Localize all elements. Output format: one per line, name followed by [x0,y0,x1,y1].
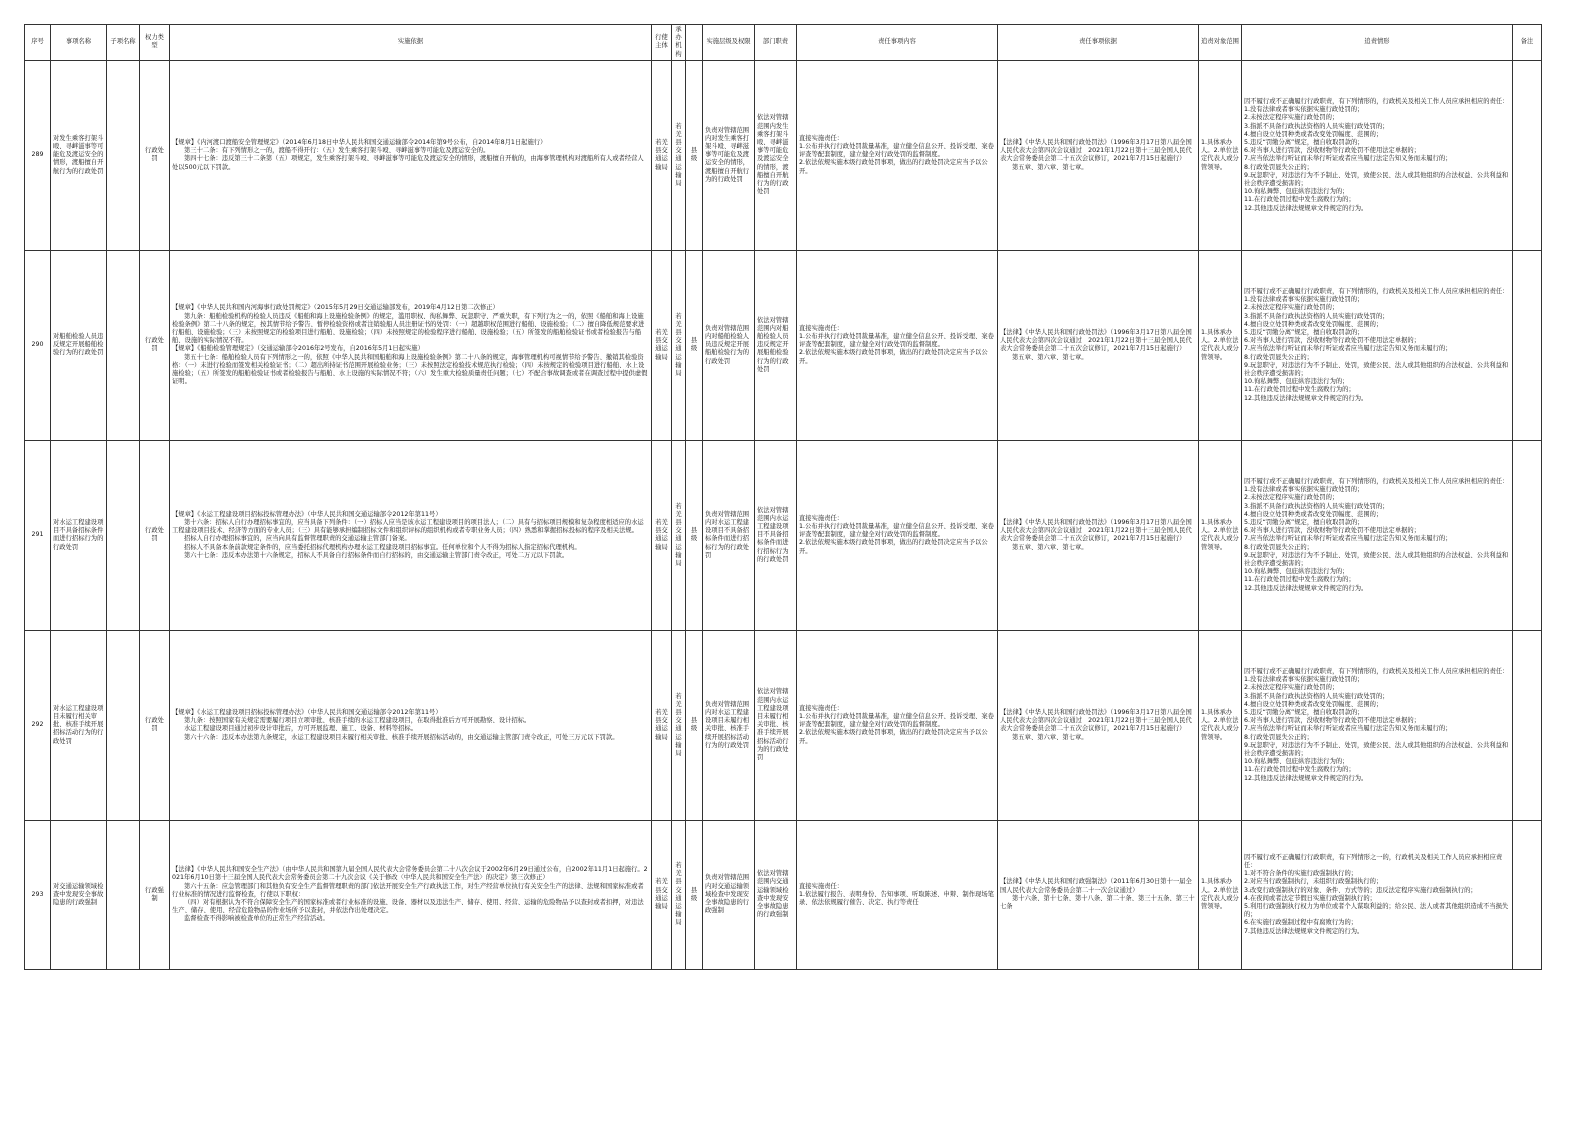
cell-level: 负责对管辖范围内对船舶检验人员违反规定开展船舶检验行为的行政处罚 [703,250,755,440]
cell-resp-content [797,250,998,440]
cell-resp-basis [998,820,1199,969]
table-row [25,250,1542,440]
cell-situation-line: 因不履行或不正确履行行政职责，有下列情形之一的，行政机关及相关工作人员应承担相应责任： [1244,853,1503,869]
header-power-type: 权力类型 [140,25,170,61]
header-target: 追责对象范围 [1199,25,1242,61]
cell-basis-line: 【规章】《船舶检验管理规定》（交通运输部令2016年2号发布，自2016年5月1日起实施） [172,345,424,353]
cell-situation-line: 2.对应当行政强制执行，未组织行政强制执行的； [1244,878,1383,886]
cell-seq: 289 [25,60,51,250]
cell-situation [1242,630,1513,820]
cell-situation-line: 11.在行政处罚过程中发生腐败行为的； [1244,386,1355,394]
header-subject: 行使主体 [652,25,672,61]
cell-resp-basis [998,440,1199,630]
cell-resp-content-line: 直接实施责任： [799,882,844,890]
cell-situation-line: 因不履行或不正确履行行政职责，有下列情形的，行政机关及相关工作人员应承担相应的责任： [1244,667,1509,675]
cell-basis [170,440,652,630]
cell-basis-line: 第六十五条：应急管理部门和其他负有安全生产监督管理职责的部门依法开展安全生产行政执法工作，对生产经营单位执行有关安全生产的法律、法规和国家标准或者行业标准的情况进行监督检查，行使以下职权： [172,882,644,898]
cell-situation-line: 9.玩忽职守，对违法行为不予制止、处罚，致使公民、法人或其他组织的合法权益、公共利益和社会秩序遭受损害的； [1244,551,1509,567]
cell-situation [1242,440,1513,630]
cell-duty: 依法对管辖范围内发生乘客打架斗殴、寻衅滋事等可能危及渡运安全的情形，渡船擅自开航行为的行政处罚 [755,60,797,250]
cell-basis-line: 第三十二条：有下列情形之一的，渡船不得开行：（五）发生乘客打架斗殴、寻衅滋事等可能危及渡运安全的。 [184,147,490,155]
cell-situation-line: 6.对当事人进行罚款，没收财物等行政处罚不使用法定单据的； [1244,337,1421,345]
cell-situation [1242,820,1513,969]
cell-situation-line: 11.在行政处罚过程中发生腐败行为的； [1244,196,1355,204]
cell-basis-line: 招标人自行办理招标事宜的，应当向具有监督管理职责的交通运输主管部门备案。 [184,535,411,543]
cell-situation-line: 6.对当事人进行罚款，没收财物等行政处罚不使用法定单据的； [1244,147,1421,155]
cell-situation-line: 9.玩忽职守，对违法行为不予制止、处罚，致使公民、法人或其他组织的合法权益、公共利益和社会秩序遭受损害的； [1244,361,1509,377]
cell-target: 1.具体承办人。2.单位法定代表人或分管领导。 [1199,820,1242,969]
cell-resp-content-line: 2.依法依规实施本级行政处罚事项，做出的行政处罚决定应当予以公开。 [799,349,988,365]
cell-situation-line: 4.擅自设立处罚种类或者改变处罚幅度、范围的； [1244,320,1383,328]
cell-subject: 若羌县交通运输局 [652,820,672,969]
cell-level-code: 县级 [686,250,703,440]
cell-note [1513,250,1542,440]
cell-level-code: 县级 [686,820,703,969]
cell-basis-line: 招标人不具备本条前款规定条件的，应当委托招标代理机构办理水运工程建设项目招标事宜。任何单位和个人不得为招标人指定招标代理机构。 [184,543,581,551]
cell-item-name: 对水运工程建设项目不具备招标条件而进行招标行为的行政处罚 [51,440,107,630]
cell-note [1513,440,1542,630]
cell-situation-line: 6.在实施行政强制过程中有腐败行为的； [1244,919,1358,927]
cell-sub-item [107,630,140,820]
cell-basis-line: 【规章】《水运工程建设项目招标投标管理办法》（中华人民共和国交通运输部令2012年第11号） [172,708,442,716]
cell-resp-basis-line: 【法律】《中华人民共和国行政处罚法》（1996年3月17日第八届全国人民代表大会第四次会议通过 2021年1月22日第十三届全国人民代表大会常务委员会第二十五次会议修订，2021年7月15日起施行） [1000,708,1192,733]
cell-resp-content-line: 1.公布并执行行政处罚裁量基准，建立健全信息公开、投诉受理、案卷评查等配套制度，建立健全对行政处罚的监督制度。 [799,143,994,159]
cell-resp-basis-line: 第五章、第六章、第七章。 [1012,733,1088,741]
cell-situation-line: 2.未按法定程序实施行政处罚的； [1244,114,1339,122]
cell-dept: 若羌县交通运输局 [672,440,686,630]
cell-situation-line: 1.没有法律或者事实依据实施行政处罚的； [1244,106,1364,114]
cell-resp-basis-line: 【法律】《中华人民共和国行政处罚法》（1996年3月17日第八届全国人民代表大会第四次会议通过 2021年1月22日第十三届全国人民代表大会常务委员会第二十五次会议修订，2021年7月15日起施行） [1000,518,1192,543]
cell-resp-basis-line: 第五章、第六章、第七章。 [1012,163,1088,171]
cell-target: 1.具体承办人。2.单位法定代表人或分管领导。 [1199,60,1242,250]
header-sub-item: 子项名称 [107,25,140,61]
cell-situation-line: 2.未按法定程序实施行政处罚的； [1244,304,1339,312]
cell-level-code: 县级 [686,60,703,250]
cell-situation-line: 3.指派不具备行政执法资格的人员实施行政处罚的； [1244,312,1389,320]
cell-resp-content [797,630,998,820]
cell-resp-content-line: 1.公布并执行行政处罚裁量基准，建立健全信息公开、投诉受理、案卷评查等配套制度，建立健全对行政处罚的监督制度。 [799,713,994,729]
cell-basis-line: 第六十七条：违反本办法第十六条规定，招标人不具备自行招标条件而自行招标的，由交通运输主管部门责令改正，可处二万元以下罚款。 [184,551,569,559]
cell-resp-basis [998,60,1199,250]
cell-basis [170,630,652,820]
cell-subject: 若羌县交通运输局 [652,250,672,440]
table-row [25,60,1542,250]
cell-power-type: 行政处罚 [140,630,170,820]
cell-subject: 若羌县交通运输局 [652,630,672,820]
cell-resp-content-line: 2.依法依规实施本级行政处罚事项，做出的行政处罚决定应当予以公开。 [799,159,988,175]
cell-basis-line: 第四十七条：违反第三十二条第（五）项规定，发生乘客打架斗殴、寻衅滋事等可能危及渡运安全的情形，渡船擅自开航的，由海事管理机构对渡船所有人或者经营人处以500元以下罚款。 [172,155,644,171]
table-row [25,630,1542,820]
cell-resp-basis-line: 第五章、第六章、第七章。 [1012,353,1088,361]
cell-resp-basis [998,630,1199,820]
header-row [25,25,1542,61]
cell-basis-line: 第五十七条：船舶检验人员有下列情形之一的，依照《中华人民共和国船舶和海上设施检验条例》第二十八条的规定，海事管理机构可视情节给予警告、撤销其检验资格：（一）未进行检验而签发相关检验证书；（二）超出所持证书范围开展检验业务；（三）未按照法定检验技术规范执行检验；（四）未按规定的检验项目进行船舶、水上设施检验；（五）所签发的船舶检验证书或者检验报告与船舶、水上设施的实际情况不符；（六）发生重大检验质量责任问题；（七）不配合事故调查或者在调查过程中提供虚假证明。 [172,353,648,386]
cell-situation-line: 8.行政处罚显失公正的； [1244,543,1313,551]
cell-resp-content-line: 1.公布并执行行政处罚裁量基准，建立健全信息公开、投诉受理、案卷评查等配套制度，建立健全对行政处罚的监督制度。 [799,333,994,349]
cell-target: 1.具体承办人。2.单位法定代表人或分管领导。 [1199,440,1242,630]
cell-situation-line: 12.其他违反法律法规规章文件规定的行为。 [1244,584,1368,592]
cell-situation-line: 5.违反“罚缴分离”规定，擅自收取罚款的； [1244,518,1364,526]
cell-dept: 若羌县交通运输局 [672,820,686,969]
header-situation: 追责情形 [1242,25,1513,61]
cell-situation-line: 12.其他违反法律法规规章文件规定的行为。 [1244,394,1368,402]
cell-basis [170,250,652,440]
cell-situation-line: 8.行政处罚显失公正的； [1244,163,1313,171]
header-item-name: 事项名称 [51,25,107,61]
cell-target: 1.具体承办人。2.单位法定代表人或分管领导。 [1199,250,1242,440]
cell-situation-line: 10.徇私舞弊、包庇纵容违法行为的； [1244,758,1349,766]
table-row [25,440,1542,630]
cell-resp-content-line: 直接实施责任： [799,134,844,142]
cell-resp-content-line: 2.依法依规实施本级行政处罚事项，做出的行政处罚决定应当予以公开。 [799,539,988,555]
cell-resp-content [797,440,998,630]
cell-situation-line: 2.未按法定程序实施行政处罚的； [1244,494,1339,502]
cell-resp-basis-line: 第五章、第六章、第七章。 [1012,543,1088,551]
cell-basis-line: 第十六条：招标人自行办理招标事宜的，应当具备下列条件：（一）招标人应当是该水运工程建设项目的项目法人；（二）具有与招标项目规模和复杂程度相适应的水运工程建设项目技术、经济等方面的专业人员；（三）具有能够承担编制招标文件和组织评标的组织机构或者专职业务人员；（四）熟悉和掌握招标投标的程序及相关法规。 [172,518,644,535]
cell-power-type: 行政处罚 [140,60,170,250]
cell-note [1513,60,1542,250]
cell-situation-line: 6.对当事人进行罚款，没收财物等行政处罚不使用法定单据的； [1244,527,1421,535]
cell-basis-line: 【规章】《水运工程建设项目招标投标管理办法》（中华人民共和国交通运输部令2012年第11号） [172,510,442,518]
cell-duty: 依法对管辖范围内水运工程建设项目未履行相关审批、核准手续开展招标活动行为的行政处罚 [755,630,797,820]
header-resp-content: 责任事项内容 [797,25,998,61]
cell-situation-line: 7.其他违反法律法规规章文件规定的行为。 [1244,927,1364,935]
cell-situation-line: 5.违反“罚缴分离”规定，擅自收取罚款的； [1244,708,1364,716]
cell-situation-line: 9.玩忽职守，对违法行为不予制止、处罚，致使公民、法人或其他组织的合法权益、公共利益和社会秩序遭受损害的； [1244,741,1509,757]
cell-level: 负责对管辖范围内对水运工程建设项目未履行相关审批、核准手续开展招标活动行为的行政处罚 [703,630,755,820]
header-basis: 实施依据 [170,25,652,61]
cell-basis-line: 监督检查不得影响被检查单位的正常生产经营活动。 [184,915,329,923]
header-note: 备注 [1513,25,1542,61]
cell-situation-line: 6.对当事人进行罚款，没收财物等行政处罚不使用法定单据的； [1244,717,1421,725]
cell-situation-line: 5.违反“罚缴分离”规定，擅自收取罚款的； [1244,328,1364,336]
header-duty: 部门职责 [755,25,797,61]
cell-basis-line: （四）对有根据认为不符合保障安全生产的国家标准或者行业标准的设施、设备、器材以及违法生产、储存、使用、经营、运输的危险物品予以查封或者扣押，对违法生产、储存、使用、经营危险物品的作业场所予以查封，并依法作出处理决定。 [172,898,644,915]
cell-situation [1242,250,1513,440]
header-level: 实施层级及权限 [703,25,755,61]
table-row [25,820,1542,969]
cell-item-name: 对交通运输领域检查中发现安全事故隐患的行政强制 [51,820,107,969]
cell-situation-line: 4.擅自设立处罚种类或者改变处罚幅度、范围的； [1244,510,1383,518]
cell-item-name: 对发生乘客打架斗殴、寻衅滋事等可能危及渡运安全的情形，渡船擅自开航行为的行政处罚 [51,60,107,250]
cell-situation-line: 3.改变行政强制执行的对象、条件、方式等的；违反法定程序实施行政强制执行的； [1244,886,1477,894]
cell-duty: 依法对管辖范围内交通运输领域检查中发现安全事故隐患的行政强制 [755,820,797,969]
cell-resp-content-line: 直接实施责任： [799,324,844,332]
cell-seq: 292 [25,630,51,820]
cell-resp-content-line: 直接实施责任： [799,514,844,522]
cell-resp-basis-line: 【法律】《中华人民共和国行政处罚法》（1996年3月17日第八届全国人民代表大会第四次会议通过 2021年1月22日第十三届全国人民代表大会常务委员会第二十五次会议修订，2021年7月15日起施行） [1000,138,1192,163]
cell-situation-line: 8.行政处罚显失公正的； [1244,353,1313,361]
cell-level: 负责对管辖范围内对水运工程建设项目不具备招标条件而进行招标行为的行政处罚 [703,440,755,630]
cell-item-name: 对水运工程建设项目未履行相关审批、核准手续开展招标活动行为的行政处罚 [51,630,107,820]
cell-basis-line: 【规章】《内河渡口渡船安全管理规定》（2014年6月18日中华人民共和国交通运输部令2014年第9号公布，自2014年8月1日起施行） [172,138,547,146]
cell-dept: 若羌县交通运输局 [672,250,686,440]
cell-resp-basis [998,250,1199,440]
cell-note [1513,630,1542,820]
cell-basis-line: 第九条：按照国家有关规定需要履行项目立项审批、核准手续的水运工程建设项目，在取得批准后方可开展勘察、设计招标。 [184,717,531,725]
cell-sub-item [107,440,140,630]
cell-subject: 若羌县交通运输局 [652,440,672,630]
cell-situation-line: 1.没有法律或者事实依据实施行政处罚的； [1244,296,1364,304]
cell-note [1513,820,1542,969]
header-seq: 序号 [25,25,51,61]
cell-situation-line: 因不履行或不正确履行行政职责，有下列情形的，行政机关及相关工作人员应承担相应的责任： [1244,287,1509,295]
cell-seq: 293 [25,820,51,969]
power-list-table [24,24,1542,970]
cell-basis [170,60,652,250]
cell-situation-line: 11.在行政处罚过程中发生腐败行为的； [1244,576,1355,584]
cell-resp-basis-line: 【法律】《中华人民共和国行政处罚法》（1996年3月17日第八届全国人民代表大会第四次会议通过 2021年1月22日第十三届全国人民代表大会常务委员会第二十五次会议修订，2021年7月15日起施行） [1000,328,1192,353]
cell-resp-content-line: 1.依法履行报告、表明身份、告知事项、听取陈述、申辩、制作现场笔录、依法依规履行催告、决定、执行等责任 [799,890,994,906]
cell-situation-line: 因不履行或不正确履行行政职责，有下列情形的，行政机关及相关工作人员应承担相应的责任： [1244,97,1509,105]
cell-basis-line: 水运工程建设项目通过初步设计审批后，方可开展监理、施工、设备、材料等招标。 [184,725,417,733]
cell-basis-line: 【规章】《中华人民共和国内河海事行政处罚规定》（2015年5月29日交通运输部发布，2019年4月12日第二次修正） [172,304,499,312]
cell-dept: 若羌县交通运输局 [672,630,686,820]
cell-situation-line: 4.擅自设立处罚种类或者改变处罚幅度、范围的； [1244,700,1383,708]
cell-power-type: 行政处罚 [140,250,170,440]
cell-item-name: 对船舶检验人员违反规定开展船舶检验行为的行政处罚 [51,250,107,440]
header-resp-basis: 责任事项依据 [998,25,1199,61]
cell-situation-line: 1.没有法律或者事实依据实施行政处罚的； [1244,486,1364,494]
cell-situation [1242,60,1513,250]
cell-situation-line: 7.应当依法举行听证而未举行听证或者应当履行法定告知义务而未履行的； [1244,155,1452,163]
cell-situation-line: 12.其他违反法律法规规章文件规定的行为。 [1244,774,1368,782]
cell-basis-line: 第六十六条：违反本办法第九条规定，水运工程建设项目未履行相关审批、核准手续开展招标活动的，由交通运输主管部门责令改正，可处三万元以下罚款。 [184,733,619,741]
cell-sub-item [107,60,140,250]
cell-target: 1.具体承办人。2.单位法定代表人或分管领导。 [1199,630,1242,820]
cell-level: 负责对管辖范围内对发生乘客打架斗殴、寻衅滋事等可能危及渡运安全的情形，渡船擅自开航行为的行政处罚 [703,60,755,250]
cell-situation-line: 7.应当依法举行听证而未举行听证或者应当履行法定告知义务而未履行的； [1244,345,1452,353]
cell-duty: 依法对管辖范围内水运工程建设项目不具备招标条件而进行招标行为的行政处罚 [755,440,797,630]
cell-situation-line: 10.徇私舞弊、包庇纵容违法行为的； [1244,188,1349,196]
cell-situation-line: 3.指派不具备行政执法资格的人员实施行政处罚的； [1244,502,1389,510]
cell-dept: 若羌县交通运输局 [672,60,686,250]
cell-resp-content-line: 1.公布并执行行政处罚裁量基准，建立健全信息公开、投诉受理、案卷评查等配套制度，建立健全对行政处罚的监督制度。 [799,523,994,539]
cell-basis-line: 【法律】《中华人民共和国安全生产法》（由中华人民共和国第九届全国人民代表大会常务委员会第二十八次会议于2002年6月29日通过公布，自2002年11月1日起施行。2021年6月10日第十三届全国人民代表大会常务委员会第二十九次会议《关于修改〈中华人民共和国安全生产法〉的决定》第三次修正） [172,866,648,882]
cell-situation-line: 9.玩忽职守，对违法行为不予制止、处罚，致使公民、法人或其他组织的合法权益、公共利益和社会秩序遭受损害的； [1244,171,1509,187]
cell-situation-line: 2.未按法定程序实施行政处罚的； [1244,684,1339,692]
cell-level-code: 县级 [686,440,703,630]
cell-situation-line: 因不履行或不正确履行行政职责，有下列情形的，行政机关及相关工作人员应承担相应的责任： [1244,477,1509,485]
cell-resp-basis-line: 【法律】《中华人民共和国行政强制法》（2011年6月30日第十一届全国人民代表大会常务委员会第二十一次会议通过） [1000,878,1192,894]
cell-power-type: 行政强制 [140,820,170,969]
cell-situation-line: 7.应当依法举行听证而未举行听证或者应当履行法定告知义务而未履行的； [1244,535,1452,543]
cell-situation-line: 10.徇私舞弊、包庇纵容违法行为的； [1244,378,1349,386]
cell-situation-line: 12.其他违反法律法规规章文件规定的行为。 [1244,204,1368,212]
cell-basis-line: 第九条：船舶检验机构的检验人员违反《船舶和海上设施检验条例》的规定，滥用职权、徇私舞弊、玩忽职守、严重失职，有下列行为之一的，依照《船舶和海上设施检验条例》第二十八条的规定，按其情节给予警告、暂停检验资格或者注销验船人员注册证书的处罚：（一）超越职权范围进行船舶、设施检验；（二）擅自降低规范要求进行船舶、设施检验；（三）未按照规定的检验项目进行船舶、设施检验；（四）未按照规定的检验程序进行船舶、设施检验；（五）所签发的船舶检验证书或者检验报告与船舶、设施的实际情况不符。 [172,312,645,345]
cell-level: 负责对管辖范围内对交通运输领域检查中发现安全事故隐患的行政强制 [703,820,755,969]
cell-situation-line: 1.对不符合条件的实施行政强制执行的； [1244,870,1358,878]
cell-situation-line: 5.违反“罚缴分离”规定，擅自收取罚款的； [1244,138,1364,146]
cell-basis [170,820,652,969]
cell-situation-line: 8.行政处罚显失公正的； [1244,733,1313,741]
cell-resp-basis-line: 第十六条、第十七条、第十八条、第二十条、第三十五条、第三十七条 [1000,894,1195,911]
cell-subject: 若羌县交通运输局 [652,60,672,250]
cell-seq: 290 [25,250,51,440]
cell-situation-line: 11.在行政处罚过程中发生腐败行为的； [1244,766,1355,774]
cell-power-type: 行政处罚 [140,440,170,630]
cell-situation-line: 7.应当依法举行听证而未举行听证或者应当履行法定告知义务而未履行的； [1244,725,1452,733]
cell-sub-item [107,820,140,969]
cell-situation-line: 10.徇私舞弊、包庇纵容违法行为的； [1244,568,1349,576]
cell-resp-content [797,60,998,250]
cell-seq: 291 [25,440,51,630]
cell-resp-content [797,820,998,969]
cell-situation-line: 5.利用行政强制执行权力为单位或者个人谋取利益的；给公民、法人或者其他组织造成不当损失的； [1244,903,1509,919]
cell-situation-line: 3.指派不具备行政执法资格的人员实施行政处罚的； [1244,122,1389,130]
cell-duty: 依法对管辖范围内对船舶检验人员违反规定开展船舶检验行为的行政处罚 [755,250,797,440]
cell-resp-content-line: 2.依法依规实施本级行政处罚事项，做出的行政处罚决定应当予以公开。 [799,729,988,745]
cell-situation-line: 3.指派不具备行政执法资格的人员实施行政处罚的； [1244,692,1389,700]
cell-situation-line: 1.没有法律或者事实依据实施行政处罚的； [1244,676,1364,684]
cell-sub-item [107,250,140,440]
header-dept: 承办机构 [672,25,686,61]
cell-situation-line: 4.在夜间或者法定节假日实施行政强制执行的； [1244,894,1376,902]
cell-situation-line: 4.擅自设立处罚种类或者改变处罚幅度、范围的； [1244,130,1383,138]
cell-level-code: 县级 [686,630,703,820]
cell-resp-content-line: 直接实施责任： [799,704,844,712]
header-level-code [686,25,703,61]
